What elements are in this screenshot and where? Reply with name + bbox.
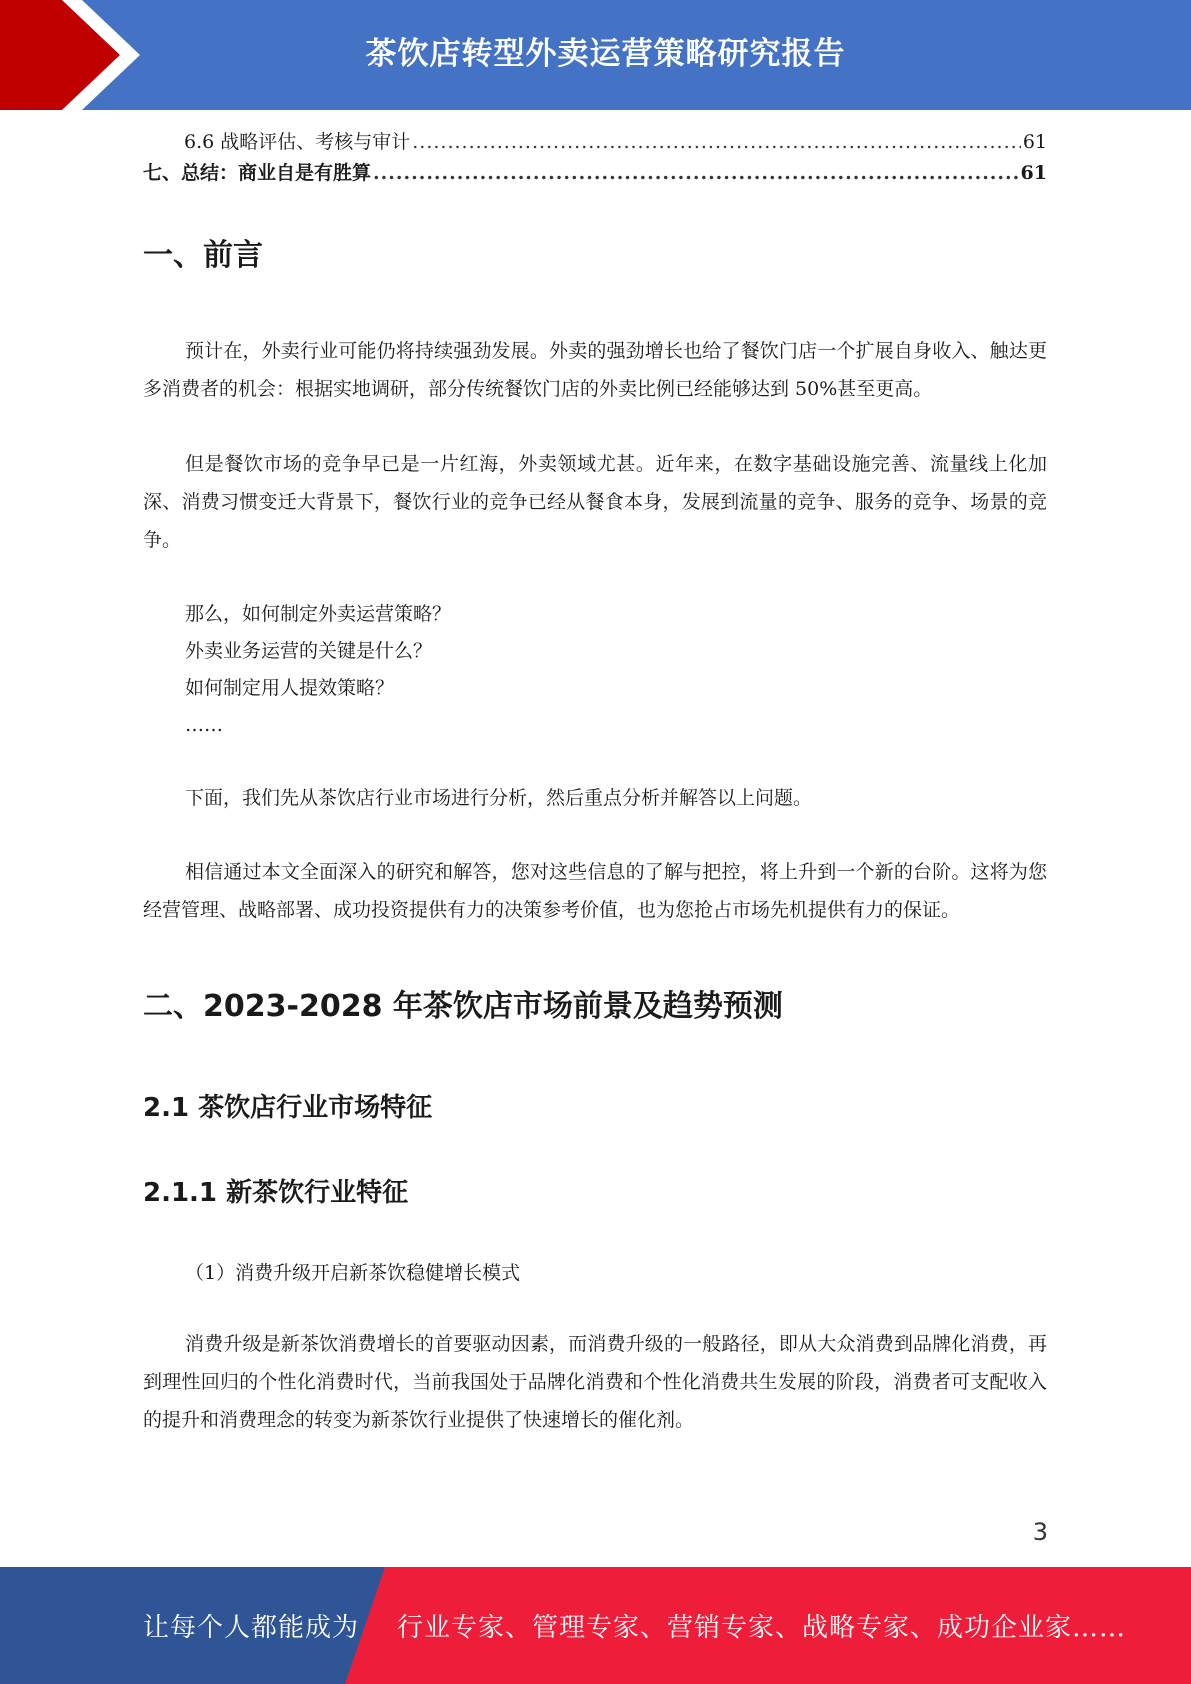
footer-slogan-left: 让每个人都能成为 <box>143 1613 360 1643</box>
table-of-contents <box>143 127 1047 189</box>
subsection-heading: 2.1.1 新茶饮行业特征 <box>143 1178 409 1208</box>
main-content <box>143 230 1047 1439</box>
section-heading-preface: 一、前言 <box>143 238 263 273</box>
list-item: （1）消费升级开启新茶饮稳健增长模式 <box>185 1262 521 1284</box>
paragraph: 下面，我们先从茶饮店行业市场进行分析，然后重点分析并解答以上问题。 <box>185 787 813 809</box>
question-ellipsis: …… <box>185 714 223 736</box>
toc-leader-dots <box>373 162 1019 184</box>
toc-entry[interactable] <box>143 127 1047 158</box>
question-line: 外卖业务运营的关键是什么？ <box>185 640 433 662</box>
paragraph: 但是餐饮市场的竞争早已是一片红海，外卖领域尤甚。近年来，在数字基础设施完善、流量线上化加深、消费习惯变迁大背景下，餐饮行业的竞争已经从餐食本身，发展到流量的竞争、服务的竞争、场景的竞争。 <box>143 453 1047 551</box>
toc-entry-label: 6.6 战略评估、考核与审计 <box>184 131 411 153</box>
page-number: 3 <box>1032 1518 1048 1546</box>
report-title: 茶饮店转型外卖运营策略研究报告 <box>365 35 846 72</box>
subsection-heading: 2.1 茶饮店行业市场特征 <box>143 1093 433 1123</box>
page-header <box>0 0 1191 110</box>
paragraph: 消费升级是新茶饮消费增长的首要驱动因素，而消费升级的一般路径，即从大众消费到品牌化消费，再到理性回归的个性化消费时代，当前我国处于品牌化消费和个性化消费共生发展的阶段，消费者可支配收入的提升和消费理念的转变为新茶饮行业提供了快速增长的催化剂。 <box>143 1333 1047 1431</box>
page-footer <box>0 1567 1191 1684</box>
toc-entry-page: 61 <box>1020 162 1047 184</box>
toc-entry-label: 七、总结：商业自是有胜算 <box>143 162 372 184</box>
toc-entry-page: 61 <box>1022 131 1047 153</box>
paragraph: 预计在，外卖行业可能仍将持续强劲发展。外卖的强劲增长也给了餐饮门店一个扩展自身收入、触达更多消费者的机会：根据实地调研，部分传统餐饮门店的外卖比例已经能够达到 50%甚至更高。 <box>143 340 1047 400</box>
question-list <box>143 596 1047 744</box>
toc-leader-dots <box>412 131 1021 153</box>
paragraph: 相信通过本文全面深入的研究和解答，您对这些信息的了解与把控，将上升到一个新的台阶。这将为您经营管理、战略部署、成功投资提供有力的决策参考价值，也为您抢占市场先机提供有力的保证。 <box>143 861 1047 921</box>
question-line: 那么，如何制定外卖运营策略？ <box>185 603 452 625</box>
section-heading-forecast: 二、2023-2028 年茶饮店市场前景及趋势预测 <box>143 989 783 1024</box>
question-line: 如何制定用人提效策略？ <box>185 677 395 699</box>
toc-entry[interactable] <box>143 158 1047 189</box>
footer-slogan-right: 行业专家、管理专家、营销专家、战略专家、成功企业家…… <box>397 1613 1127 1643</box>
